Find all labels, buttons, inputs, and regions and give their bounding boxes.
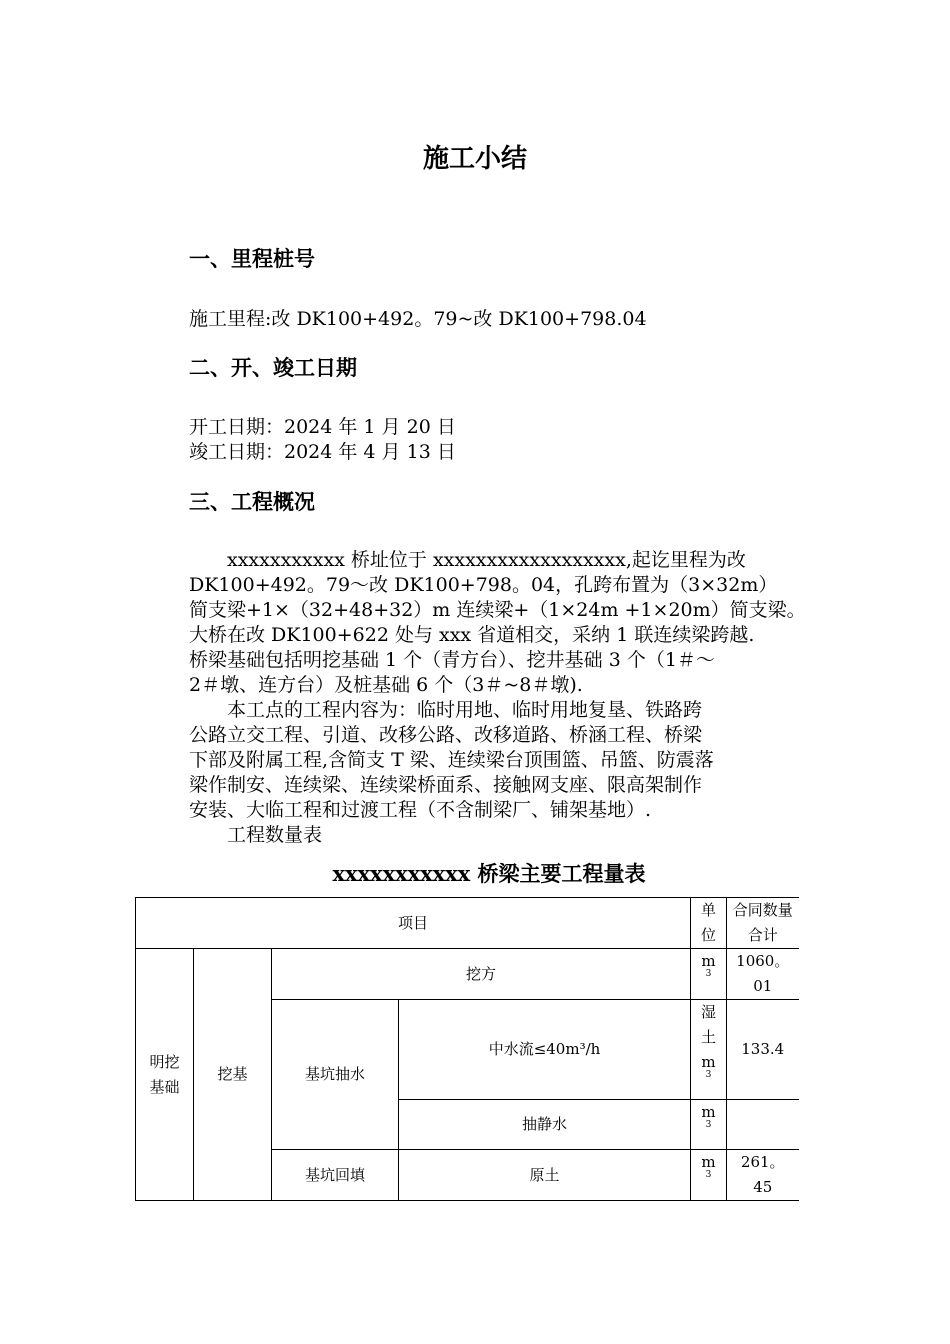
row-backfill-qty: 261。45 [727, 1150, 799, 1201]
paragraph-line: 本工点的工程内容为：临时用地、临时用地复垦、铁路跨 [189, 699, 703, 721]
section-heading-mileage: 一、里程桩号 [189, 246, 315, 271]
row-backfill-name: 基坑回填 [272, 1150, 399, 1201]
header-qty: 合同数量合计 [727, 898, 799, 949]
page-title: 施工小结 [422, 144, 527, 174]
section-heading-dates: 二、开、竣工日期 [189, 355, 357, 380]
paragraph-line: 公路立交工程、引道、改移公路、改移道路、桥涵工程、桥梁 [189, 724, 703, 746]
overview-paragraph-2 [189, 698, 809, 848]
paragraph-line: 安装、大临工程和过渡工程（不含制梁厂、铺架基地）. [189, 799, 652, 821]
row-flowing-name: 中水流≤40m³/h [399, 1000, 691, 1100]
end-date-text: 竣工日期：2024 年 4 月 13 日 [189, 441, 456, 463]
row-backfill-sub: 原土 [399, 1150, 691, 1201]
group-open-cut-foundation: 明挖基础 [136, 949, 194, 1201]
header-item: 项目 [136, 898, 691, 949]
row-still-qty [727, 1100, 799, 1150]
table-header-row [136, 898, 799, 949]
overview-paragraph-1 [189, 548, 809, 698]
row-flowing-unit: 湿土 m 3 [691, 1000, 727, 1100]
group-excavation: 挖基 [194, 949, 272, 1201]
paragraph-line: 桥梁基础包括明挖基础 1 个（青方台）、挖井基础 3 个（1＃～ [189, 649, 715, 671]
paragraph-line: 2＃墩、连方台）及桩基础 6 个（3＃~8＃墩). [189, 674, 583, 696]
paragraph-line: 梁作制安、连续梁、连续梁桥面系、接触网支座、限高架制作 [189, 774, 703, 796]
row-flowing-qty: 133.4 [727, 1000, 799, 1100]
paragraph-line: 工程数量表 [189, 824, 323, 846]
row-still-unit: m 3 [691, 1100, 727, 1150]
table-row [136, 949, 799, 1000]
row-pumping-name: 基坑抽水 [272, 1000, 399, 1150]
section-heading-overview: 三、工程概况 [189, 489, 315, 514]
paragraph-line: xxxxxxxxxxx 桥址位于 xxxxxxxxxxxxxxxxxx,起讫里程为改 [189, 549, 746, 571]
paragraph-line: 下部及附属工程,含简支 T 梁、连续梁台顶围篮、吊篮、防震落 [189, 749, 714, 771]
paragraph-line: 大桥在改 DK100+622 处与 xxx 省道相交，采纳 1 联连续梁跨越. [189, 624, 755, 646]
quantity-table [135, 897, 799, 1201]
mileage-text: 施工里程:改 DK100+492。79~改 DK100+798.04 [189, 308, 647, 330]
row-excavation-qty: 1060。01 [727, 949, 799, 1000]
start-date-text: 开工日期：2024 年 1 月 20 日 [189, 416, 456, 438]
paragraph-line: 简支梁+1×（32+48+32）m 连续梁+（1×24m +1×20m）简支梁。 [189, 599, 806, 621]
row-still-name: 抽静水 [399, 1100, 691, 1150]
paragraph-line: DK100+492。79～改 DK100+798。04，孔跨布置为（3×32m） [189, 574, 778, 596]
row-backfill-unit: m 3 [691, 1150, 727, 1201]
header-unit: 单位 [691, 898, 727, 949]
row-excavation-unit: m 3 [691, 949, 727, 1000]
table-title: xxxxxxxxxxx 桥梁主要工程量表 [332, 861, 646, 886]
row-excavation-name: 挖方 [272, 949, 691, 1000]
